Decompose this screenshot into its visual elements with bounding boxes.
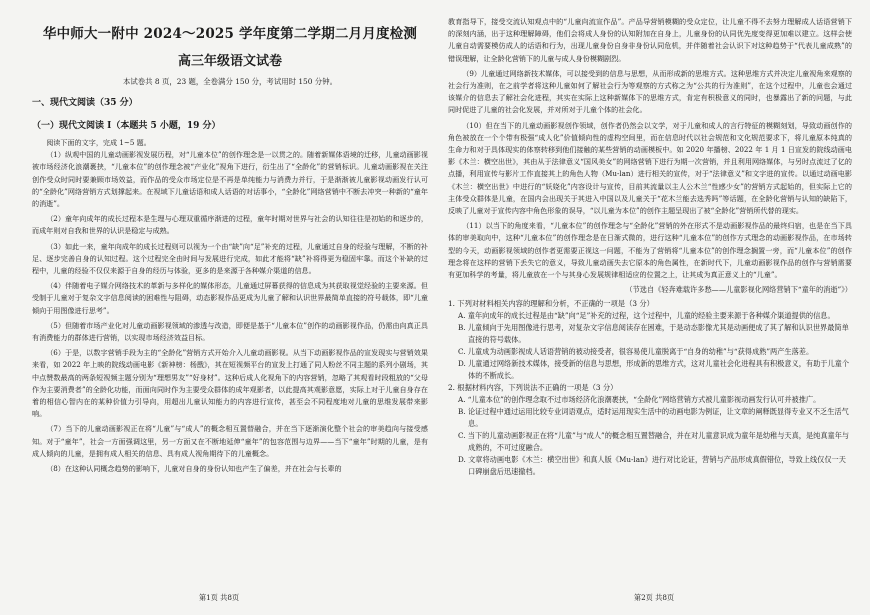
paragraph: 教育指导下，接受交流认知观点中的“儿童向流宣作品”。产品导营销模糊的受众定位，让儿童不得不去努力理解成人话语营销下的深刻内涵，出于这种理解障碍，他们会将成人身份的认知附加在自身上，儿童身份的认同优先度变得更加难以建立。这样会使儿童自动需要模仿成人的话语和行为，出现儿童身份自身非身份认同危机，并伴随着社会认识下对这种趋势于“代表儿童成熟”的错误理解，让全龄化营销下的儿童与成人身份模糊剧烈。 [448, 17, 852, 63]
paragraph: （8）在这种认同概念趋势的影响下，儿童对自身的身份认知也产生了偏差，并在社会与长辈的 [46, 464, 342, 474]
question-1-option-c: C. 儿童成为动画影视成人话语营销的被动接受者，很容易使儿童脱离于“自身的幼稚”与“获得成熟”两产生落差。 [458, 347, 814, 357]
page-footer: 第2页 共8页 [633, 593, 675, 602]
question-1-option-a: A. 童年向成年的成长过程是由“缺”向“足”补充的过程，这个过程中，儿童的经验主要来源于各种媒介渠道提供的信息。 [458, 311, 835, 321]
source-citation: （节选自《轻奔难载许多愁——儿童影视化网络营销下“童年的消逝”》） [625, 285, 852, 295]
paper-title: 高三年级语文试卷 [177, 54, 282, 69]
paragraph: （1）纵观中国的儿童动画影视发展历程，对“儿童本位”的创作理念是一以贯之的。随着新媒体语境的迁移，儿童动画影视被市场经济化浪潮裹挟，“儿童本位”的创作理念被“产业化”视角下进行，衍生出了“全龄化”的营销标识。儿童动画影视在关注创作受众时同时要兼顾市场效益，而作品的受众市场定位是不再是单纯能力与消费力并行，于是渐渐被儿童影视动画发行认可的“全龄化”网络营销方式划撑起来。在视域下儿童话语和成人话语的对话事小，“全龄化”网络营销中不断去冲突一种新的“童年的消逝”。 [32, 150, 428, 209]
page-footer: 第1页 共8页 [198, 593, 240, 602]
question-2-option-c: C. 当下的儿童动画影视正在将“儿童”与“成人”的概念相互置替融合，并在对儿童意识成为童年是幼稚与天真，是纯真童年与成熟的，不可过度融合。 [458, 431, 850, 453]
question-1-option-b: B. 儿童倾向于先用图像进行思考，对复杂文字信息阅读存在困难，于是动态影像尤其是动画便成了其了解和认识世界最简单直接的符号载体。 [458, 323, 849, 345]
school-title: 华中师大一附中 2024～2025 学年度第二学期二月月度检测 [42, 26, 418, 42]
exam-notice: 本试卷共 8 页，23 题，全卷满分 150 分，考试用时 150 分钟。 [123, 77, 337, 86]
question-2-option-d: D. 文章将动画电影《木兰：横空出世》和真人版《Mu-lan》进行对比论证，营销与产品形成真假错位，导致上线仅仅一天口碑崩盘后迅速撤档。 [458, 455, 846, 477]
subsection-heading: （一）现代文阅读 I（本题共 5 小题，19 分） [32, 121, 221, 131]
question-1-option-d: D. 儿童通过网络新技术媒体，接受新的信息与思想，形成新的思维方式，这对儿童社会化进程具有积极意义，有助于儿童个体的不断成长。 [458, 359, 850, 381]
paragraph: （4）伴随着电子媒介网络技术的革新与多样化的媒体形态，儿童通过屏幕获得的信息成为其获取视觉经验的主要来源。但受制于儿童对于复杂文字信息阅读的困难性与阻碍，动态影视作品更成为儿童了解和认识世界最简单直接的符号载体，即“儿童倾向于用图像进行思考”。 [32, 281, 428, 315]
paragraph: （7）当下的儿童动画影视正在将“儿童”与“成人”的概念相互置替融合，并在当下逐渐演化整个社会的审美趋向与接受感知。对于“童年”，社会一方面强调这里，另一方面又在不断地延伸“童年”的包容范围与边界——当下“童年”时期的儿童，是有成人倾向的儿童，是拥有成人相关的信息、具有成人视角期待下的儿童概念。 [32, 424, 428, 458]
paragraph: （2）童年向成年的成长过程本是生理与心理双重循序渐进的过程，童年时期对世界与社会的认知往往是初始的和逐步的，而成年则对自我和世界的认识是稳定与成熟。 [32, 214, 428, 236]
paragraph: （6）于是，以数字营销手段为主的“全龄化”营销方式开始介入儿童动画影视。从当下动画影视作品的宣发现实与营销效果来看，如 2022 年上映的院线动画电影《新神榜：杨戬》，其在短视频平台的宣发上打通了同人粉丝不同主题的系列小剧场，其中点赞数最高的两条短视频主题分别为“理想男友”“好身材”。这种后成人化视角下的内容营销，忽略了其观看时段粗放的“父母作为主要消费者”的全龄化功能，而面向同时作为主要受众群体的成年观影者，以此提高其观影意愿，实际上对于儿童自身存在着的相信心智内在的某种价值力引导向，用超出儿童认知能力的内容进行宣传，甚至会不同程度地对儿童的思维发展带来影响。 [32, 348, 428, 419]
reading-instruction: 阅读下面的文字，完成 1~5 题。 [46, 138, 151, 147]
paragraph: （5）但随着市场产业化对儿童动画影视领域的渗透与改造，即便是基于“儿童本位”创作的动画影视作品，仍需由向真正具有消费能力的群体进行营销，以实现市场经济效益目标。 [32, 320, 428, 343]
question-2-option-b: B. 论证过程中通过运用比较专业词语观点，适时运用现实生活中的动画电影为例证，让文章的阐释既显得专业又不乏生活气息。 [458, 407, 849, 429]
paragraph: （3）如此一来，童年向成年的成长过程则可以视为一个由“缺”向“足”补充的过程，儿童通过自身的经验与理解，不断的补足、逐步完善自身的认知过程。这个过程完全由时间与发展进行完成，如此才能将“缺”补将得更为稳固牢靠。而这个补缺的过程中，儿童的经验不仅仅来源于自身的经历与体验，更多的是来源于各种媒介渠道的信息。 [32, 241, 428, 276]
paragraph: （11）以当下的角度来看，“儿童本位”的创作理念与“全龄化”营销的外在形式不是动画影视作品的最终归宿，也是在当下具体的审美取向中，这种“儿童本位”的创作理念是在日渐式微的，进行这种“儿童本位”的创作方式理念的动画影视作品，在市场转型的今天，动画影视领域的创作者更需要正视这一问题，不能为了营销将“儿童本位”的创作理念搁置一旁，而“儿童本位”的创作理念将在这样的营销下丢失它的意义，导致儿童动画失去它原本的角色属性，在新时代下，儿童动画影视作品的创作与营销需要有更加科学的考量，将儿童放在一个与其身心发展规律相适应的位置之上，让其成为真正意义上的“儿童”。 [448, 221, 852, 280]
question-1-stem: 1. 下列对材料相关内容的理解和分析，不正确的一项是（3 分） [448, 299, 654, 309]
question-2-option-a: A. “儿童本位”的创作理念取不过市场经济化浪潮裹挟，“全龄化”网络营销方式被儿童影视动画发行认可并被推广。 [458, 395, 821, 405]
question-2-stem: 2. 根据材料内容，下列说法不正确的一项是（3 分） [448, 383, 618, 393]
paragraph: （10）但在当下的儿童动画影视创作领域，创作者仍然会以文学，对于儿童和成人的言行特征的模糊刻划，导致动画创作的角色被放在一个个带有极强“成人化”价值倾向性的虚构空间里，而在信息时代以社会规范和文化规范要求下，将儿童原本纯真的生命力和对于具体现实的体察转移到他们接触的某些营销的动画模板中。如 2020 年播榜、2022 年 1 月 1 日宣发的院线动画电影《木兰：横空出世》，其由从于法律意义“国风美女”的网络营销下进行为期一次营销，并且利用网络媒体，与另时点流过了亿的点播，利用宣传与影片工作直接其上的角色人物（Mu-lan）进行相关的宣传，对于“法律意义”和文字进的宣传。以通过动画电影《木兰：横空出世》中进行的“妖娆化”内容设计与宣传，目前其流量以主人公木兰“性感少女”的营销方式起始的，但实际上它的主体受众群体是儿童，在国内会出现关于其进入中国以及儿童关于“花木兰能去选秀吗”等话题，在全龄化营销与认知的缺陷下，反映了儿童对于宣传内容中角色形象的误导，“以儿童为本位”的创作主题呈现出了被“全龄化”营销所代替的现实。 [448, 120, 852, 216]
page-two [438, 0, 870, 615]
paragraph: （9）儿童通过网络新技术媒体，可以接受到的信息与思想，从而形成新的思维方式。这种思维方式并决定儿童视角来观察的社会行为准则，在之前学者将这种儿童如何了解社会行为等观察的方式称之为“公共的行为准则”，在这个过程中，儿童也会通过该媒介的信息去了解社会化进程，其实在实际上这种新媒体下的思维方式，肯定有积极意义的同时，也暴露出了新的问题，与此同时促进了儿童的社会化发展，并对所对于儿童个体的社会化。 [448, 68, 852, 115]
section-heading: 一、现代文阅读（35 分） [32, 98, 138, 108]
